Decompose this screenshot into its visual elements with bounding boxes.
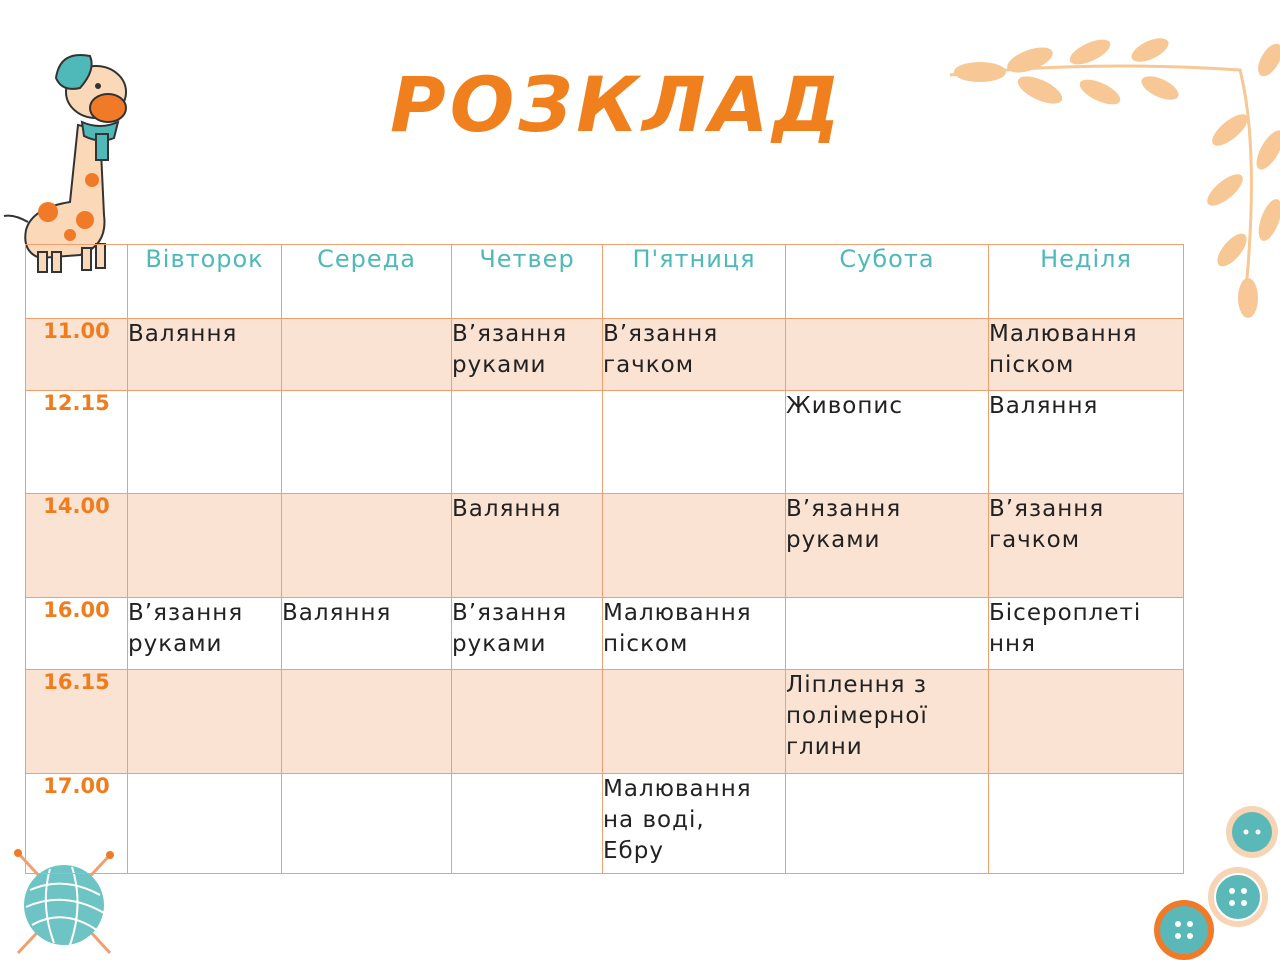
activity-cell: Ліплення з полімерної глини	[786, 670, 989, 774]
day-header-friday: П'ятниця	[603, 245, 786, 319]
activity-cell: Малювання на воді, Ебру	[603, 774, 786, 874]
activity-cell	[452, 391, 603, 494]
activity-cell: В’язання руками	[786, 494, 989, 598]
activity-cell: Валяння	[452, 494, 603, 598]
activity-cell: Валяння	[282, 598, 452, 670]
activity-cell	[282, 391, 452, 494]
activity-cell	[282, 774, 452, 874]
activity-cell	[282, 319, 452, 391]
table-row	[26, 670, 1184, 774]
activity-cell: В’язання гачком	[603, 319, 786, 391]
activity-cell: В’язання руками	[452, 319, 603, 391]
day-header-tuesday: Вівторок	[128, 245, 282, 319]
activity-cell: Малювання піском	[989, 319, 1184, 391]
time-cell: 14.00	[26, 494, 128, 598]
page-title: РОЗКЛАД	[390, 60, 845, 149]
activity-cell: Валяння	[989, 391, 1184, 494]
day-header-sunday: Неділя	[989, 245, 1184, 319]
activity-cell	[989, 670, 1184, 774]
activity-cell	[603, 494, 786, 598]
table-row	[26, 391, 1184, 494]
activity-cell	[128, 494, 282, 598]
time-cell: 16.15	[26, 670, 128, 774]
activity-cell	[452, 670, 603, 774]
activity-cell	[128, 774, 282, 874]
activity-cell	[282, 670, 452, 774]
day-header-thursday: Четвер	[452, 245, 603, 319]
time-cell: 16.00	[26, 598, 128, 670]
activity-cell: Валяння	[128, 319, 282, 391]
corner-cell	[26, 245, 128, 319]
table-row	[26, 319, 1184, 391]
activity-cell	[786, 598, 989, 670]
activity-cell	[989, 774, 1184, 874]
activity-cell	[128, 391, 282, 494]
table-row	[26, 774, 1184, 874]
activity-cell	[603, 391, 786, 494]
day-header-saturday: Субота	[786, 245, 989, 319]
header-row	[26, 245, 1184, 319]
day-header-wednesday: Середа	[282, 245, 452, 319]
activity-cell	[452, 774, 603, 874]
time-cell: 17.00	[26, 774, 128, 874]
giraffe-icon	[0, 30, 140, 275]
schedule-table	[25, 244, 1184, 874]
table-row	[26, 598, 1184, 670]
time-cell: 12.15	[26, 391, 128, 494]
activity-cell: Малювання піском	[603, 598, 786, 670]
activity-cell	[786, 319, 989, 391]
time-cell: 11.00	[26, 319, 128, 391]
activity-cell	[128, 670, 282, 774]
activity-cell	[282, 494, 452, 598]
activity-cell: Бісероплеті ння	[989, 598, 1184, 670]
activity-cell: В’язання гачком	[989, 494, 1184, 598]
activity-cell: Живопис	[786, 391, 989, 494]
activity-cell	[603, 670, 786, 774]
activity-cell: В’язання руками	[452, 598, 603, 670]
table-row	[26, 494, 1184, 598]
activity-cell	[786, 774, 989, 874]
activity-cell: В’язання руками	[128, 598, 282, 670]
